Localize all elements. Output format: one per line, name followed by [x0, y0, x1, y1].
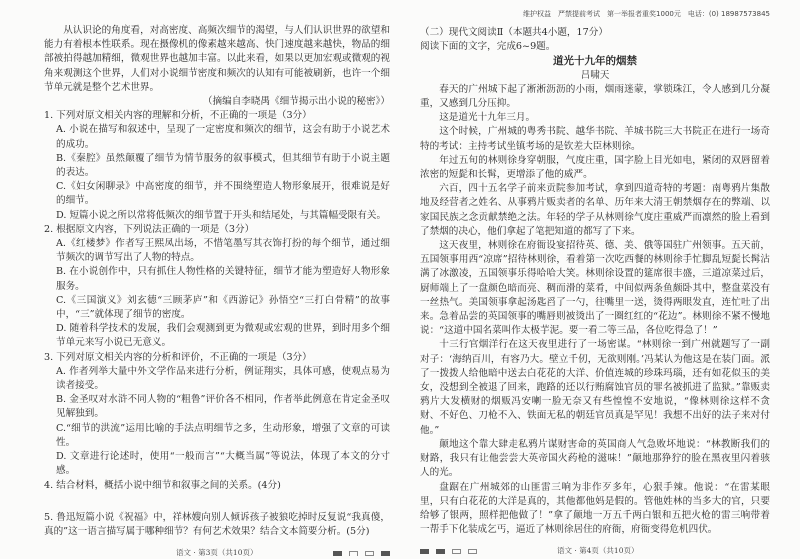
section-heading: （二）现代文阅读Ⅱ（本题共4小题，17分）: [420, 27, 608, 38]
page-header-notice: 维护权益 严禁提前考试 第一举报者重奖1000元 电话：(0) 18987573845: [523, 10, 770, 18]
footer-row-3: [44, 539, 390, 559]
article-paragraph: 年过五旬的林则徐身穿朝服，气度庄重，国字脸上目光如电，紧闭的双唇留着浓密的短髭和长髯，更增添了他的威严。: [420, 154, 770, 181]
article-author: 吕啸天: [580, 69, 610, 81]
marker-outline-icon: [365, 551, 374, 556]
article-paragraph: 十三行官烟洋行在这天夜里进行了一场密谋。“林则徐一到广州就题写了一副对子：‘海纳百川，有容乃大。壁立千仞，无欲则刚。’冯某认为他这是在装门面。派了一拨拨人给他暗中送去白花花的大洋、价值连城的珍珠玛瑙，还有如花似玉的美女，没想到全被退了回来，跑路的还以行贿腐蚀官员的罪名被抓进了监狱。”靠贩卖鸦片大发横财的烟贩冯安喇一脸无奈又有些惶惶不安地说，“像林则徐这样不贪财、不好色、刀枪不入、铁面无私的朝廷官员真是罕见！我想不出好的法子来对付他。”: [420, 339, 770, 436]
question-2-option-a: A.《红楼梦》作者写王熙凤出场，不惜笔墨写其衣饰打扮的每个细节，通过细节频次的调节写出了人物的特点。: [56, 238, 390, 264]
question-3-option-d: D. 文章进行论述时，使用“一般而言”“大概当属”等说法，体现了本文的分寸感。: [56, 451, 390, 477]
right-page-4: [420, 0, 770, 557]
marker-block-icon: [381, 551, 390, 556]
marker-block-icon: [333, 551, 342, 556]
footer-row-4: [420, 537, 770, 557]
right-page-content: [420, 26, 770, 537]
marker-outline-icon: [452, 549, 461, 554]
question-2-stem: 2. 根据原文内容，下列说法正确的一项是（3分）: [44, 223, 255, 235]
article-paragraph: 六百，四十五名学子前来贡院参加考试，拿到四道奇特的考题：南粤鸦片集散地及经营者之姓名、从事鸦片贩卖者的名单、历年来大清王朝禁烟存在的弊端、以家国民族之念贡献禁绝之法。年轻的学子从林则徐气度庄重威严而凛然的脸上看到了禁烟的决心，他们拿起了笔把知道的都写了下来。: [420, 183, 770, 237]
question-1-stem: 1. 下列对原文相关内容的理解和分析，不正确的一项是（3分）: [44, 110, 312, 122]
question-3-option-a: A. 作者列举大量中外文学作品来进行分析，例证翔实，具体可感，使观点易为读者接受。: [56, 365, 390, 392]
marker-bracket-icon: [349, 551, 358, 556]
question-1-option-d: D. 短篇小说之所以常将低频次的细节置于开头和结尾处，与其篇幅受限有关。: [56, 209, 387, 221]
article-paragraph: 盘踞在广州城郊的山匪雷三响为非作歹多年，心狠手辣。他说：“在雷某眼里，只有白花花的大洋是真的，其他都他妈是假的。管他姓林的当多大的官，只要给够了银两，照样把他做了！”拿了颠地一万五千两白银和五把火枪的雷三响带着一帮手下化装成乞丐，逼近了林则徐居住的府衙，府衙变得危机四伏。: [420, 481, 770, 536]
page-footer-4: 语文 · 第4页（共10页）: [557, 546, 639, 556]
question-1-option-a: A. 小说在描写和叙述中，呈现了一定密度和频次的细节，这会有助于小说艺术的成功。: [56, 124, 390, 150]
question-5-stem: 5. 鲁迅短篇小说《祝福》中，祥林嫂向别人倾诉孩子被狼吃掉时反复说“我真傻，真的”这一语言描写属于哪种细节？有何艺术效果？结合文本简要分析。(5分): [44, 511, 390, 537]
intro-paragraph: 从认识论的角度看，对高密度、高频次细节的渴望，与人们认识世界的欲望和能力有着根本性联系。现在摄像机的像素越来越高、快门速度越来越快，物品的细部被拍得越加精细，微观世界也越加丰富。以此来看，如果以更加宏观或微观的视角来观测这个世界，人们对小说细节密度和频次的认知有可能被刷新，也许一个细节单元就是整个艺术世界。: [44, 25, 390, 93]
marker-block-icon: [420, 549, 429, 554]
article-paragraph: 这个时候，广州城的粤秀书院、越华书院、羊城书院三大书院正在进行一场奇特的考试：主持考试坐镇考场的是钦差大臣林则徐。: [420, 126, 770, 152]
question-3-option-c: C.“细节的洪流”运用比喻的手法点明细节之多，生动形象，增强了文章的可读性。: [56, 422, 390, 448]
article-title: 道光十九年的烟禁: [553, 55, 637, 68]
question-2-option-c: C.《三国演义》刘玄德“三顾茅庐”和《西游记》孙悟空“三打白骨精”的故事中，“三”就体现了细节的密度。: [56, 294, 390, 321]
question-3-option-b: B. 金圣叹对水浒不同人物的“粗鲁”评价各不相同，作者举此例意在肯定金圣叹见解独到。: [56, 394, 390, 420]
marker-block-icon: [436, 549, 445, 554]
question-2-option-d: D. 随着科学技术的发展，我们会观测到更为微观或宏观的世界，到时用多个细节单元来写小说已无意义。: [56, 323, 390, 349]
left-page-3: [44, 0, 390, 559]
answer-space: [44, 493, 390, 511]
article-paragraph: 这是道光十九年三月。: [439, 112, 536, 124]
source-citation: （摘编自李晓禺《细节揭示出小说的秘密》）: [202, 96, 390, 108]
question-4-stem: 4. 结合材料，概括小说中细节和叙事之间的关系。(4分): [44, 479, 281, 491]
question-1-option-b: B.《秦腔》虽然颠覆了细节为情节服务的叙事模式，但其细节有助于小说主题的表达。: [56, 152, 390, 179]
question-2-option-b: B. 在小说创作中，只有抓住人物性格的关键特征，细节才能为塑造好人物形象服务。: [56, 266, 390, 292]
article-paragraph: 春天的广州城下起了淅淅沥沥的小雨，烟雨迷蒙，掌锁珠江，令人感到几分凝重，又感到几分压抑。: [420, 83, 770, 110]
left-page-content: [44, 24, 390, 539]
article-paragraph: 颠地这个靠大肆走私鸦片谋财害命的英国商人气急败坏地说：“林教断我们的财路，我只有让他尝尝大英帝国火药枪的滋味！”颠地那狰狞的脸在黑夜里闪着骇人的光。: [420, 438, 770, 479]
question-3-stem: 3. 下列对原文相关内容的分析和评价，不正确的一项是（3分）: [44, 351, 312, 363]
question-1-option-c: C.《妇女闲聊录》中高密度的细节，并不围绕塑造人物形象展开，很难说是好的细节。: [56, 181, 390, 207]
marker-outline-icon: [468, 549, 477, 554]
page-footer-3: 语文 · 第3页（共10页）: [176, 548, 258, 558]
article-paragraph: 这天夜里，林则徐在府衙设宴招待英、德、美、俄等国驻广州领事。五天前，五国领事用西“凉席”招待林则徐，看着第一次吃西餐的林则徐手忙脚乱短髭长髯沾满了冰激凌，五国领事乐得哈哈大笑。林则徐设置的筵席很丰盛，三道凉菜过后，厨师端上了一盘颜色暗而亮、稠而滑的菜肴，中间似两条鱼颇卧其中，整盘菜没有一丝热气。美国领事拿起汤匙舀了一勺，往嘴里一送，烫得两眼发直，连忙吐了出来。急着品尝的英国领事的嘴唇则被烫出了一圈红红的“花边”。林则徐不紧不慢地说：“这道中国名菜叫作太极芋泥。要一看二等三品，各位吃得急了！”: [420, 240, 770, 337]
reading-instruction: 阅读下面的文字，完成6~9题。: [420, 41, 556, 53]
